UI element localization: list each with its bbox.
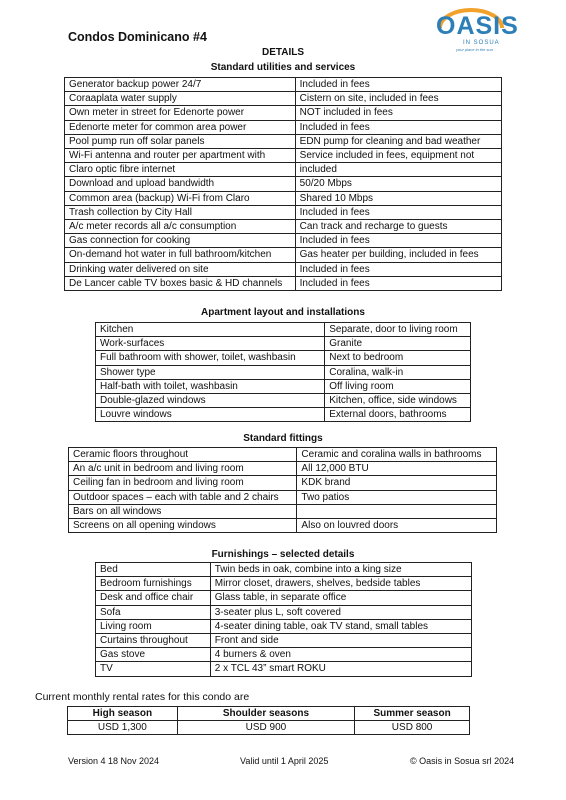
logo-word: OASIS: [436, 12, 519, 40]
table-row: [65, 205, 502, 219]
table-row: [65, 134, 502, 148]
row-value: Can track and recharge to guests: [295, 220, 501, 234]
table-row: [65, 262, 502, 276]
row-value: Glass table, in separate office: [210, 591, 471, 605]
row-label: Download and upload bandwidth: [65, 177, 296, 191]
row-label: TV: [96, 662, 211, 676]
table-row: [96, 379, 471, 393]
table-row: [65, 106, 502, 120]
row-label: Own meter in street for Edenorte power: [65, 106, 296, 120]
table-row: [96, 662, 472, 676]
row-label: Bedroom furnishings: [96, 577, 211, 591]
row-value: Granite: [325, 337, 471, 351]
table-row: [96, 634, 472, 648]
row-label: Gas connection for cooking: [65, 234, 296, 248]
table-row: [96, 351, 471, 365]
row-label: An a/c unit in bedroom and living room: [69, 462, 297, 476]
table-row: [96, 605, 472, 619]
details-heading: DETAILS: [261, 47, 305, 58]
row-value: Twin beds in oak, combine into a king size: [210, 563, 471, 577]
row-value: Front and side: [210, 634, 471, 648]
table-row: [69, 490, 497, 504]
row-label: Shower type: [96, 365, 325, 379]
table-row: [96, 577, 472, 591]
row-value: [297, 504, 497, 518]
row-label: Louvre windows: [96, 408, 325, 422]
row-label: Trash collection by City Hall: [65, 205, 296, 219]
table-row: [96, 648, 472, 662]
row-value: Ceramic and coralina walls in bathrooms: [297, 448, 497, 462]
layout-table: [95, 322, 471, 422]
row-value: Coralina, walk-in: [325, 365, 471, 379]
row-value: Separate, door to living room: [325, 323, 471, 337]
row-value: Included in fees: [295, 262, 501, 276]
utilities-table: [64, 77, 502, 291]
row-value: Cistern on site, included in fees: [295, 92, 501, 106]
table-row: [96, 563, 472, 577]
row-value: 4 burners & oven: [210, 648, 471, 662]
row-label: Sofa: [96, 605, 211, 619]
row-label: On-demand hot water in full bathroom/kitchen: [65, 248, 296, 262]
row-value: NOT included in fees: [295, 106, 501, 120]
table-row: [65, 220, 502, 234]
row-label: Desk and office chair: [96, 591, 211, 605]
row-label: Outdoor spaces – each with table and 2 chairs: [69, 490, 297, 504]
footer-version: Version 4 18 Nov 2024: [68, 756, 160, 766]
row-label: Common area (backup) Wi-Fi from Claro: [65, 191, 296, 205]
rates-value-high: USD 1,300: [68, 721, 178, 735]
utilities-heading: Standard utilities and services: [210, 62, 356, 73]
rates-header-summer: Summer season: [355, 707, 470, 721]
row-label: A/c meter records all a/c consumption: [65, 220, 296, 234]
table-row: [65, 191, 502, 205]
rates-intro: Current monthly rental rates for this condo are: [35, 691, 250, 703]
table-row: [65, 276, 502, 290]
layout-heading: Apartment layout and installations: [201, 307, 365, 318]
row-label: Claro optic fibre internet: [65, 163, 296, 177]
row-label: Living room: [96, 619, 211, 633]
row-label: Ceiling fan in bedroom and living room: [69, 476, 297, 490]
rates-header-high: High season: [68, 707, 178, 721]
row-value: Two patios: [297, 490, 497, 504]
table-row: [96, 365, 471, 379]
furnishings-table: [95, 562, 472, 677]
row-label: Curtains throughout: [96, 634, 211, 648]
row-value: Included in fees: [295, 120, 501, 134]
table-row: [69, 448, 497, 462]
row-value: EDN pump for cleaning and bad weather: [295, 134, 501, 148]
row-label: De Lancer cable TV boxes basic & HD channels: [65, 276, 296, 290]
fittings-table: [68, 447, 497, 533]
table-row: [96, 394, 471, 408]
row-value: included: [295, 163, 501, 177]
row-value: Kitchen, office, side windows: [325, 394, 471, 408]
row-label: Kitchen: [96, 323, 325, 337]
row-label: Generator backup power 24/7: [65, 78, 296, 92]
row-label: Pool pump run off solar panels: [65, 134, 296, 148]
row-value: Also on louvred doors: [297, 519, 497, 533]
row-label: Ceramic floors throughout: [69, 448, 297, 462]
footer-valid: Valid until 1 April 2025: [240, 756, 329, 766]
row-value: Included in fees: [295, 205, 501, 219]
row-value: Mirror closet, drawers, shelves, bedside tables: [210, 577, 471, 591]
table-row: [65, 248, 502, 262]
table-row: [69, 476, 497, 490]
row-value: 3-seater plus L, soft covered: [210, 605, 471, 619]
table-row: [96, 337, 471, 351]
oasis-logo: [430, 6, 519, 52]
rates-table: [67, 706, 470, 735]
row-label: Wi-Fi antenna and router per apartment with: [65, 149, 296, 163]
table-row: [65, 92, 502, 106]
row-value: 50/20 Mbps: [295, 177, 501, 191]
table-row: [65, 163, 502, 177]
table-row: [96, 591, 472, 605]
row-value: KDK brand: [297, 476, 497, 490]
footer-copyright: © Oasis in Sosua srl 2024: [410, 756, 515, 766]
row-value: Included in fees: [295, 276, 501, 290]
table-row: [96, 619, 472, 633]
row-value: Shared 10 Mbps: [295, 191, 501, 205]
row-label: Bed: [96, 563, 211, 577]
rates-value-summer: USD 800: [355, 721, 470, 735]
row-value: 2 x TCL 43” smart ROKU: [210, 662, 471, 676]
row-label: Gas stove: [96, 648, 211, 662]
rates-value-shoulder: USD 900: [177, 721, 354, 735]
table-row: [65, 78, 502, 92]
table-row: [96, 323, 471, 337]
row-label: Full bathroom with shower, toilet, washbasin: [96, 351, 325, 365]
rates-header-shoulder: Shoulder seasons: [177, 707, 354, 721]
table-row: [69, 462, 497, 476]
table-row: [65, 149, 502, 163]
row-value: Gas heater per building, included in fees: [295, 248, 501, 262]
row-value: Included in fees: [295, 234, 501, 248]
logo-tagline: your place in the sun: [456, 47, 493, 52]
fittings-heading: Standard fittings: [243, 433, 323, 444]
row-label: Drinking water delivered on site: [65, 262, 296, 276]
row-label: Bars on all windows: [69, 504, 297, 518]
table-row: [96, 408, 471, 422]
document-title: Condos Dominicano #4: [68, 30, 207, 44]
table-row: [65, 234, 502, 248]
row-value: Service included in fees, equipment not: [295, 149, 501, 163]
table-row: [65, 120, 502, 134]
logo-subtitle: IN SOSUA: [463, 40, 500, 46]
table-row: [65, 177, 502, 191]
row-value: All 12,000 BTU: [297, 462, 497, 476]
row-label: Half-bath with toilet, washbasin: [96, 379, 325, 393]
row-label: Work-surfaces: [96, 337, 325, 351]
row-label: Edenorte meter for common area power: [65, 120, 296, 134]
row-value: Included in fees: [295, 78, 501, 92]
row-value: Next to bedroom: [325, 351, 471, 365]
table-row: [69, 519, 497, 533]
row-label: Double-glazed windows: [96, 394, 325, 408]
row-label: Screens on all opening windows: [69, 519, 297, 533]
furnishings-heading: Furnishings – selected details: [211, 549, 355, 560]
row-value: 4-seater dining table, oak TV stand, small tables: [210, 619, 471, 633]
row-value: External doors, bathrooms: [325, 408, 471, 422]
row-label: Coraaplata water supply: [65, 92, 296, 106]
row-value: Off living room: [325, 379, 471, 393]
table-row: [69, 504, 497, 518]
